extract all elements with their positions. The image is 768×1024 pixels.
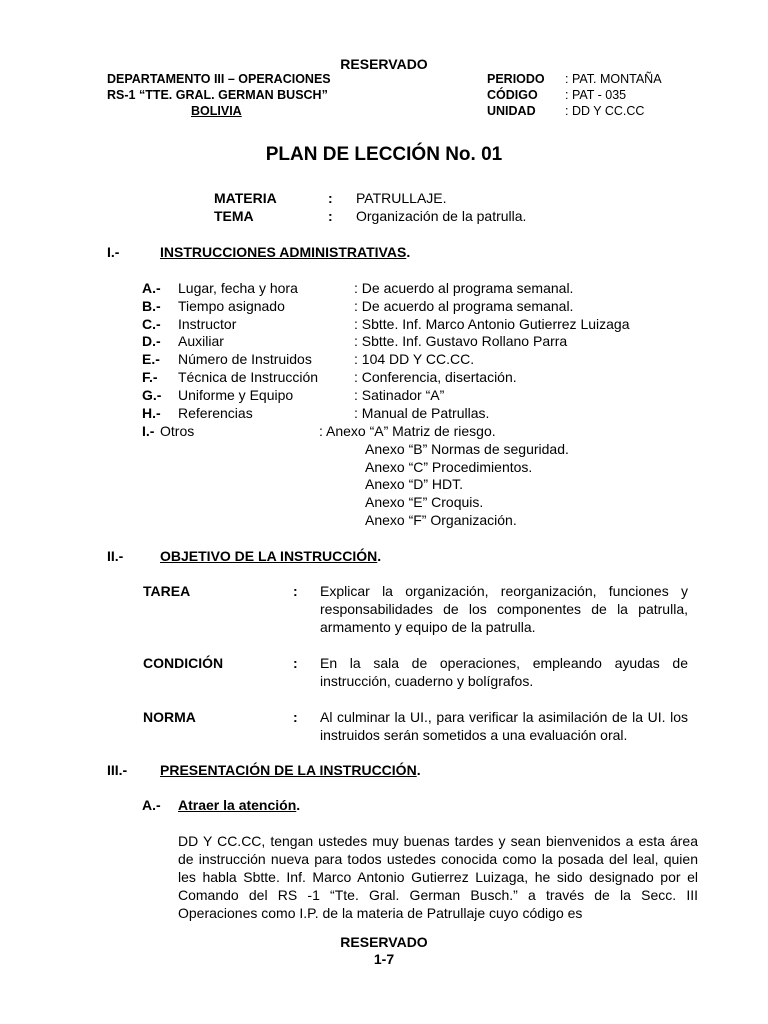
admin-item-letter: E.- [142, 351, 160, 367]
section-2-heading [160, 548, 381, 564]
tarea-colon: : [293, 583, 298, 599]
admin-item-label: Técnica de Instrucción [178, 369, 319, 385]
materia-colon: : [328, 190, 333, 206]
admin-item-letter: G.- [142, 387, 162, 403]
subsection-a-letter: A.- [142, 797, 161, 813]
condicion-colon: : [293, 655, 298, 671]
admin-item-letter: D.- [142, 333, 161, 349]
admin-item-label: Instructor [178, 316, 237, 332]
tema-colon: : [328, 208, 333, 224]
department-line: DEPARTAMENTO III – OPERACIONES [107, 72, 331, 86]
tarea-text: Explicar la organización, reorganización, funciones y responsabilidades de los componentes de la patrulla, armamento y equipo de la patrulla. [320, 583, 688, 635]
admin-item-value: : 104 DD Y CC.CC. [354, 351, 475, 367]
admin-item-label: Número de Instruidos [178, 351, 312, 367]
section-3-heading-dot: . [416, 762, 421, 778]
subsection-a-heading [178, 797, 300, 813]
section-1-number: I.- [107, 244, 120, 260]
classification-bottom: RESERVADO [340, 934, 428, 950]
materia-label: MATERIA [214, 190, 277, 206]
item-otros-value: : Anexo “A” Matriz de riesgo. [319, 423, 496, 439]
admin-item-letter: H.- [142, 405, 161, 421]
norma-colon: : [293, 709, 298, 725]
annex-f: Anexo “F” Organización. [365, 512, 517, 528]
classification-top: RESERVADO [340, 56, 428, 72]
materia-value: PATRULLAJE. [356, 190, 447, 206]
annex-c: Anexo “C” Procedimientos. [365, 459, 533, 475]
admin-item-value: : Sbtte. Inf. Marco Antonio Gutierrez Luizaga [354, 316, 630, 332]
admin-item-value: : Sbtte. Inf. Gustavo Rollano Parra [354, 333, 568, 349]
subsection-a-heading-dot: . [296, 797, 301, 813]
section-1-heading-dot: . [406, 244, 411, 260]
admin-item-value: : Manual de Patrullas. [354, 405, 490, 421]
unidad-value: : DD Y CC.CC [565, 104, 645, 118]
admin-item-label: Uniforme y Equipo [178, 387, 294, 403]
subsection-a-heading-text: Atraer la atención [178, 797, 297, 813]
admin-item-label: Tiempo asignado [178, 298, 285, 314]
admin-item-label: Referencias [178, 405, 253, 421]
annex-d: Anexo “D” HDT. [365, 476, 464, 492]
section-3-heading-text: PRESENTACIÓN DE LA INSTRUCCIÓN [160, 762, 417, 778]
annex-b: Anexo “B” Normas de seguridad. [365, 441, 569, 457]
item-otros-label: Otros [160, 423, 195, 439]
codigo-value: : PAT - 035 [565, 88, 627, 102]
periodo-value: : PAT. MONTAÑA [565, 72, 662, 86]
section-2-heading-text: OBJETIVO DE LA INSTRUCCIÓN [160, 548, 378, 564]
section-1-heading [160, 244, 410, 260]
section-2-heading-dot: . [377, 548, 382, 564]
norma-label: NORMA [143, 709, 196, 725]
country-line: BOLIVIA [191, 104, 242, 118]
section-3-number: III.- [107, 762, 128, 778]
admin-item-letter: F.- [142, 369, 158, 385]
item-otros-letter: I.- [142, 423, 155, 439]
regiment-line: RS-1 “TTE. GRAL. GERMAN BUSCH” [107, 88, 328, 102]
periodo-label: PERIODO [487, 72, 545, 86]
condicion-label: CONDICIÓN [143, 655, 224, 671]
section-1-heading-text: INSTRUCCIONES ADMINISTRATIVAS [160, 244, 407, 260]
admin-item-value: : Satinador “A” [354, 387, 445, 403]
admin-item-value: : De acuerdo al programa semanal. [354, 298, 574, 314]
page-number: 1-7 [373, 951, 395, 967]
tarea-label: TAREA [143, 583, 191, 599]
unidad-label: UNIDAD [487, 104, 536, 118]
section-2-number: II.- [107, 548, 124, 564]
admin-item-letter: B.- [142, 298, 161, 314]
section-3-heading [160, 762, 421, 778]
tema-label: TEMA [214, 208, 254, 224]
admin-item-label: Auxiliar [178, 333, 224, 349]
admin-item-label: Lugar, fecha y hora [178, 280, 298, 296]
condicion-text: En la sala de operaciones, empleando ayudas de instrucción, cuaderno y bolígrafos. [320, 655, 688, 689]
attention-paragraph: DD Y CC.CC, tengan ustedes muy buenas tardes y sean bienvenidos a esta área de instrucción nueva para todos ustedes conocida como la posada del leal, quien les habla Sbtte. Inf. Marco Antonio Gutierrez Luizaga, he sido designado por el Comando del RS -1 “Tte. Gral. German Busch.” a través de la Secc. III Operaciones como I.P. de la materia de Patrullaje cuyo código es [178, 833, 698, 921]
codigo-label: CÓDIGO [487, 88, 538, 102]
norma-text: Al culminar la UI., para verificar la asimilación de la UI. los instruidos serán sometidos a una evaluación oral. [320, 709, 688, 743]
admin-item-letter: C.- [142, 316, 161, 332]
document-title: PLAN DE LECCIÓN No. 01 [265, 144, 503, 165]
admin-item-value: : De acuerdo al programa semanal. [354, 280, 574, 296]
admin-item-letter: A.- [142, 280, 161, 296]
annex-e: Anexo “E” Croquis. [365, 494, 484, 510]
tema-value: Organización de la patrulla. [356, 208, 527, 224]
admin-item-value: : Conferencia, disertación. [354, 369, 517, 385]
